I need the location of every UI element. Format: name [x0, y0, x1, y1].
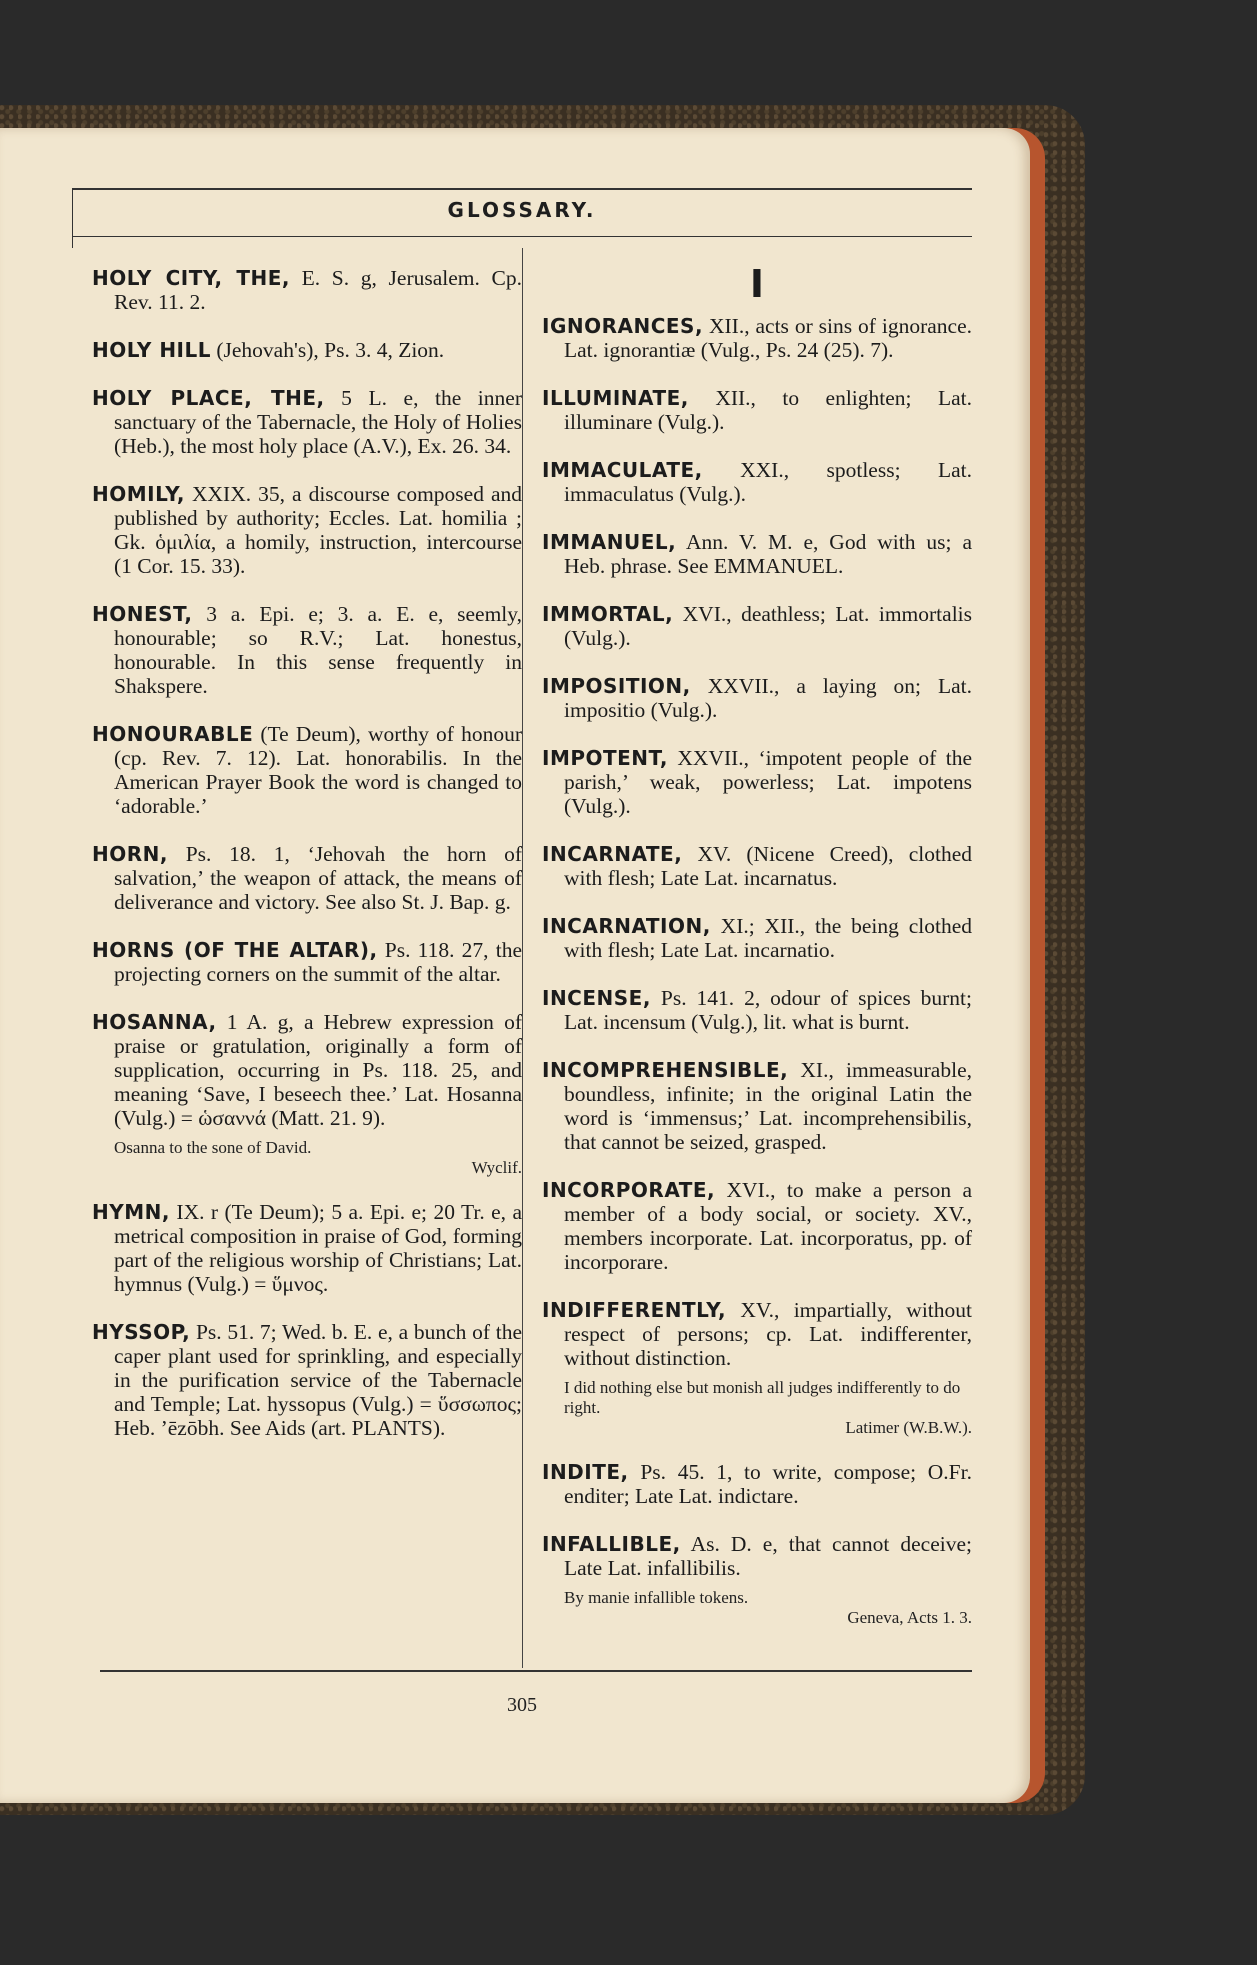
entry-headword: ILLUMINATE, — [542, 386, 689, 410]
glossary-entry — [542, 530, 972, 578]
entry-definition: Ps. 141. 2, odour of spices burnt; Lat. incensum (Vulg.), lit. what is burnt. — [564, 986, 972, 1034]
entry-headword: HOSANNA, — [92, 1010, 217, 1034]
glossary-entry — [542, 386, 972, 434]
entry-headword: INDIFFERENTLY, — [542, 1298, 727, 1322]
entry-definition: 5 L. e, the inner sanctuary of the Tabernacle, the Holy of Holies (Heb.), the most holy place (A.V.), Ex. 26. 34. — [114, 386, 522, 458]
entry-definition: XXVII., ‘impotent people of the parish,’ weak, powerless; Lat. impotens (Vulg.). — [564, 746, 972, 818]
entry-headword: INFALLIBLE, — [542, 1532, 681, 1556]
entry-definition: XI., immeasurable, boundless, infinite; in the original Latin the word is ‘immensus;’ Lat. incomprehensibilis, that cannot be seized, grasped. — [564, 1058, 972, 1154]
top-rule — [72, 188, 972, 190]
entry-headword: HORN, — [92, 842, 168, 866]
glossary-entry — [542, 746, 972, 818]
quotation-text: Osanna to the sone of David. — [114, 1138, 312, 1157]
entry-definition: XXVII., a laying on; Lat. impositio (Vulg.). — [564, 674, 973, 722]
entry-headword: HYSSOP, — [92, 1320, 191, 1344]
entry-headword: HYMN, — [92, 1200, 170, 1224]
entry-definition: XVI., to make a person a member of a body social, or society. XV., members incorporate. Lat. incorporatus, pp. of incorporare. — [564, 1178, 973, 1274]
entry-headword: IMMORTAL, — [542, 602, 674, 626]
glossary-entry — [92, 938, 522, 986]
glossary-entry — [542, 674, 972, 722]
entry-headword: HONOURABLE — [92, 722, 254, 746]
entry-headword: IMPOSITION, — [542, 674, 691, 698]
left-column — [92, 266, 522, 1464]
book-page — [0, 128, 1030, 1803]
entry-definition: E. S. g, Jerusalem. Cp. Rev. 11. 2. — [114, 266, 523, 314]
quotation-source: Geneva, Acts 1. 3. — [847, 1608, 972, 1627]
entry-definition: Ps. 45. 1, to write, compose; O.Fr. enditer; Late Lat. indictare. — [564, 1460, 972, 1508]
running-head: GLOSSARY. — [447, 198, 597, 222]
entry-definition: Ann. V. M. e, God with us; a Heb. phrase. See EMMANUEL. — [564, 530, 972, 578]
entry-headword: HONEST, — [92, 602, 193, 626]
glossary-entry — [92, 722, 522, 818]
quotation-source: Wyclif. — [471, 1158, 522, 1177]
glossary-entry — [542, 1058, 972, 1154]
entry-definition: XV., impartially, without respect of persons; cp. Lat. indifferenter, without distinction. — [564, 1298, 972, 1370]
bottom-rule — [100, 1670, 972, 1672]
entry-headword: INCARNATE, — [542, 842, 683, 866]
glossary-entry — [92, 1320, 522, 1440]
entry-definition: Ps. 18. 1, ‘Jehovah the horn of salvation,’ the weapon of attack, the means of deliverance and victory. See also St. J. Bap. g. — [114, 842, 522, 914]
page-frame — [72, 188, 973, 1716]
column-divider — [522, 248, 523, 1668]
glossary-entry — [92, 602, 522, 698]
glossary-entry — [542, 314, 972, 362]
glossary-entry — [92, 842, 522, 914]
glossary-entry — [92, 1010, 522, 1130]
glossary-entry — [542, 1532, 972, 1580]
entry-definition: IX. r (Te Deum); 5 a. Epi. e; 20 Tr. e, a metrical composition in praise of God, forming part of the religious worship of Christians; Lat. hymnus (Vulg.) = ὕμνος. — [114, 1200, 523, 1296]
entry-headword: HOLY HILL — [92, 338, 211, 362]
entry-headword: INCORPORATE, — [542, 1178, 716, 1202]
page-number: 305 — [507, 1694, 537, 1716]
entry-headword: INCOMPREHENSIBLE, — [542, 1058, 789, 1082]
glossary-entry — [92, 482, 522, 578]
entry-definition: As. D. e, that cannot deceive; Late Lat. infallibilis. — [564, 1532, 972, 1580]
entry-definition: XII., to enlighten; Lat. illuminare (Vulg.). — [564, 386, 972, 434]
glossary-entry — [542, 1298, 972, 1370]
entry-definition: XVI., deathless; Lat. immortalis (Vulg.). — [564, 602, 973, 650]
head-rule — [72, 236, 972, 237]
glossary-entry — [542, 986, 972, 1034]
glossary-entry — [92, 386, 522, 458]
entry-definition: 1 A. g, a Hebrew expression of praise or gratulation, originally a form of supplication, occurring in Ps. 118. 25, and meaning ‘Save, I beseech thee.’ Lat. Hosanna (Vulg.) = ὡσαννά (Matt. 21. 9). — [114, 1010, 522, 1130]
entry-headword: IGNORANCES, — [542, 314, 704, 338]
entry-headword: INDITE, — [542, 1460, 629, 1484]
glossary-entry — [542, 842, 972, 890]
quotation-text: I did nothing else but monish all judges indifferently to do right. — [564, 1378, 961, 1417]
right-column-entries — [542, 314, 972, 1628]
quotation-text: By manie infallible tokens. — [564, 1588, 749, 1607]
glossary-entry — [92, 338, 522, 362]
entry-definition: (Te Deum), worthy of honour (cp. Rev. 7. 12). Lat. honorabilis. In the American Prayer Book the word is changed to ‘adorable.’ — [114, 722, 523, 818]
entry-quotation — [564, 1378, 972, 1438]
entry-definition: (Jehovah's), Ps. 3. 4, Zion. — [216, 338, 445, 362]
entry-quotation — [564, 1588, 972, 1628]
entry-headword: HOLY CITY, THE, — [92, 266, 290, 290]
glossary-entry — [542, 602, 972, 650]
entry-headword: IMMACULATE, — [542, 458, 703, 482]
section-letter: I — [749, 262, 765, 306]
entry-headword: INCENSE, — [542, 986, 651, 1010]
glossary-entry — [92, 266, 522, 314]
entry-headword: HOMILY, — [92, 482, 185, 506]
entry-definition: XXIX. 35, a discourse composed and published by authority; Eccles. Lat. homilia ; Gk. ὁμιλία, a homily, instruction, intercourse (1 Cor. 15. 33). — [114, 482, 523, 578]
glossary-entry — [542, 1178, 972, 1274]
entry-definition: Ps. 51. 7; Wed. b. E. e, a bunch of the caper plant used for sprinkling, and especially in the purification service of the Tabernacle and Temple; Lat. hyssopus (Vulg.) = ὕσσωπος; Heb. ’ēzōbh. See Aids (art. PLANTS). — [114, 1320, 522, 1440]
entry-headword: IMPOTENT, — [542, 746, 668, 770]
entry-definition: 3 a. Epi. e; 3. a. E. e, seemly, honourable; so R.V.; Lat. honestus, honourable. In this sense frequently in Shakspere. — [114, 602, 523, 698]
right-column — [542, 262, 973, 1650]
entry-definition: XXI., spotless; Lat. immaculatus (Vulg.). — [564, 458, 972, 506]
entry-headword: IMMANUEL, — [542, 530, 677, 554]
entry-quotation — [114, 1138, 522, 1178]
entry-headword: HOLY PLACE, THE, — [92, 386, 325, 410]
entry-definition: XII., acts or sins of ignorance. Lat. ignorantiæ (Vulg., Ps. 24 (25). 7). — [564, 314, 973, 362]
glossary-entry — [542, 1460, 972, 1508]
quotation-source: Latimer (W.B.W.). — [845, 1418, 972, 1437]
entry-headword: HORNS (OF THE ALTAR), — [92, 938, 378, 962]
glossary-entry — [542, 914, 972, 962]
entry-definition: XI.; XII., the being clothed with flesh; Late Lat. incarnatio. — [564, 914, 972, 962]
entry-definition: XV. (Nicene Creed), clothed with flesh; Late Lat. incarnatus. — [564, 842, 972, 890]
entry-definition: Ps. 118. 27, the projecting corners on the summit of the altar. — [114, 938, 522, 986]
entry-headword: INCARNATION, — [542, 914, 711, 938]
glossary-entry — [542, 458, 972, 506]
glossary-entry — [92, 1200, 522, 1296]
